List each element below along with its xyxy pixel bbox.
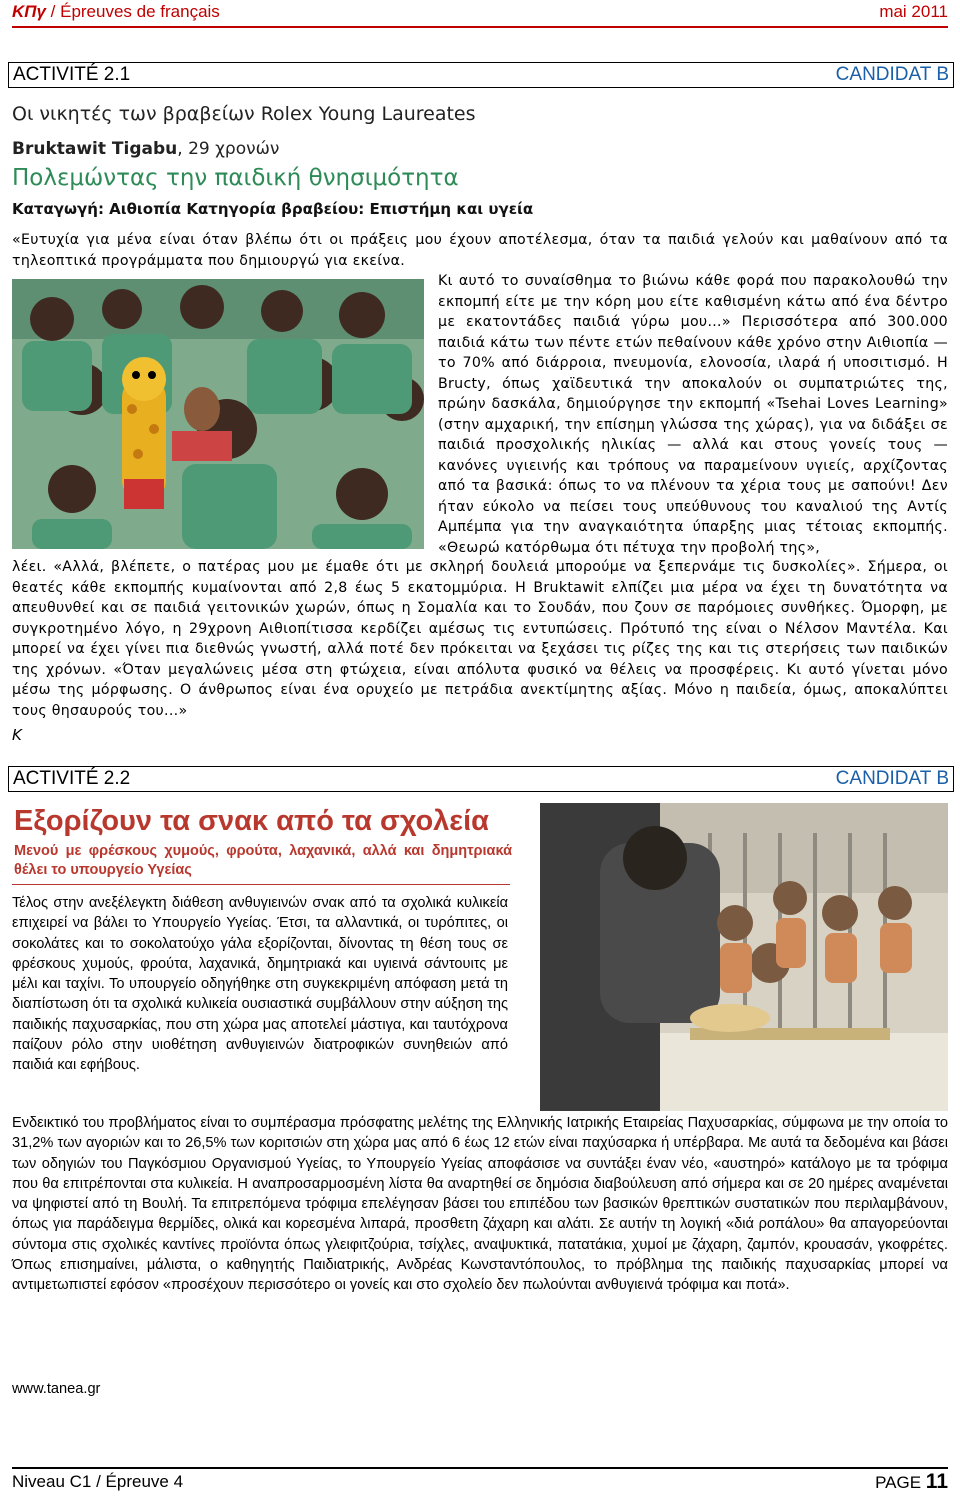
article-1-category: Καταγωγή: Αιθιοπία Κατηγορία βραβείου: Επιστήμη και υγεία xyxy=(12,200,534,218)
children-with-puppet-photo xyxy=(12,279,424,549)
activity-2-bar xyxy=(8,766,954,792)
activity-1-candidate: CANDIDAT B xyxy=(835,64,949,85)
activity-2-label: ACTIVITÉ 2.2 xyxy=(13,768,131,789)
activity-1-bar xyxy=(8,62,954,88)
footer-page-number: 11 xyxy=(925,1470,948,1493)
laureate-name xyxy=(12,139,279,159)
page-footer xyxy=(12,1467,948,1493)
header-date: mai 2011 xyxy=(879,2,948,21)
school-canteen-photo xyxy=(540,803,948,1111)
footer-level: Niveau C1 / Épreuve 4 xyxy=(12,1472,184,1491)
article-1-signature: Κ xyxy=(12,726,22,744)
article-2-subtitle: Μενού με φρέσκους χυμούς, φρούτα, λαχανικά, αλλά και δημητριακά θέλει το υπουργείο Υγείας xyxy=(14,843,512,878)
footer-page-label: PAGE xyxy=(875,1473,922,1492)
activity-1-label: ACTIVITÉ 2.1 xyxy=(13,64,131,85)
article-2-paragraph-1: Τέλος στην ανεξέλεγκτη διάθεση ανθυγιεινών σνακ από τα σχολικά κυλικεία επιχειρεί να βάλει το Υπουργείο Υγείας. Έτσι, τα αλλαντικά, οι τυρόπιτες, οι σοκολάτες και το σοκολατούχο γάλα εξορίζονται, δίνοντας τη θέση τους σε φρέσκους χυμούς, φρούτα, λαχανικά, δημητριακά και υγιεινά σάντουιτς με μέλι και ταχίνι. Το υπουργείο οδηγήθηκε στη συγκεκριμένη απόφαση μετά τη διαπίστωση ότι τα σχολικά κυλικεία ουσιαστικά συμβάλλουν στην αύξηση της παιδικής παχυσαρκίας, που στη χώρα μας αποτελεί μάστιγα, και ταυτόχρονα παίζουν ρόλο στην υιοθέτηση ανθυγιεινών διατροφικών συνηθειών από παιδιά και εφήβους. xyxy=(12,895,508,1074)
page-header xyxy=(12,0,948,28)
article-2-paragraph-2: Ενδεικτικό του προβλήματος είναι το συμπέρασμα πρόσφατης μελέτης της Ελληνικής Ιατρικής Εταιρείας Παχυσαρκίας, σύμφωνα με την οποία το 31,2% των αγοριών και το 26,5% των κοριτσιών στη χώρα μας από 6 έως 12 ετών είναι παχύσαρκα ή υπέρβαρα. Με αυτά τα δεδομένα και βάσει των οδηγιών του Παγκόσμιου Οργανισμού Υγείας, το Υπουργείο Υγείας αποφάσισε να συντάξει έναν νέο, «αυστηρό» κατάλογο με τα τρόφιμα που θα επιτρέπονται στα κυλικεία. Η αναπροσαρμοσμένη λίστα θα αναρτηθεί σε δημόσια διαβούλευση από σήμερα και σε 20 ημέρες αναμένεται να ψηφιστεί από τη Βουλή. Τα επιτρεπόμενα τρόφιμα επελέγησαν βάσει του επιπέδου των βασικών θρεπτικών συστατικών που περιλαμβάνουν, όπως για παράδειγμα θερμίδες, ολικά και κορεσμένα λιπαρά, προσθετη ζάχαρη και αλάτι. Σε αυτήν τη λογική «διά ροπάλου» θα απαγορεύονται σύντομα στις σχολικές καντίνες προϊόντα όπως γλειφιτζούρια, τσίχλες, αναψυκτικά, πατατάκια, χυμοί με ζάχαρη, ζαμπόν, κρουασάν, γκοφρέτες. Όπως επισημαίνει, μάλιστα, ο καθηγητής Παιδιατρικής, Ανδρέας Κωνσταντόπουλος, το πρόβλημα της παιδικής παχυσαρκίας μπορεί να αντιμετωπιστεί εφόσον «προσέχουν περισσότερο οι γονείς και στο σχολείο δεν πωλούνται ανθυγιεινά τρόφιμα και ποτά». xyxy=(12,1115,948,1294)
header-brand: ΚΠγ xyxy=(12,2,46,21)
article-1-title: Οι νικητές των βραβείων Rolex Young Laureates xyxy=(12,103,476,125)
article-1-paragraph-3: λέει. «Αλλά, βλέπετε, ο πατέρας μου με έμαθε ότι με σκληρή δουλειά μπορούμε να ξεπερνάμε τις δυσκολίες». Σήμερα, οι θεατές κάθε εκπομπής κυμαίνονται από 2,8 έως 5 εκατομμύρια. Η Bruktawit ελπίζει μια μέρα να έχει τη δυνατότητα να απευθυνθεί και σε παιδιά γειτονικών χωρών, όπως η Σομαλία και το Σουδάν, που ζουν σε παρόμοιες συνθήκες. Όμορφη, με συγκροτημένο λόγο, η 29χρονη Αιθιοπίτισσα κερδίζει αμέσως τις εντυπώσεις. Πρότυπό της είναι ο Νέλσον Μαντέλα. Και μπορεί να έχει γίνει πια διεθνώς γνωστή, αλλά ποτέ δεν πρόκειται να ξεχάσει τις ρίζες της και τις στερήσεις των παιδικών της χρόνων. «Όταν μεγαλώνεις μέσα στη φτώχεια, είναι απόλυτα φυσικό να θέλεις να προσφέρεις. Κι αυτό γίνεται μόνο μέσω της μόρφωσης. Ο άνθρωπος είναι ένα ορυχείο με πετράδια ανεκτίμητης αξίας. Μόνο η παιδεία, όμως, αποκαλύπτει τους θησαυρούς του...» xyxy=(12,559,948,719)
footer-page xyxy=(875,1469,948,1496)
article-1-paragraph-1: «Ευτυχία για μένα είναι όταν βλέπω ότι οι πράξεις μου έχουν αποτέλεσμα, όταν τα παιδιά γελούν και μαθαίνουν από τα τηλεοπτικά προγράμματα που δημιουργώ για εκείνα. xyxy=(12,232,948,269)
article-2-title: Εξορίζουν τα σνακ από τα σχολεία xyxy=(14,805,489,837)
laureate-age: , 29 χρονών xyxy=(177,139,280,159)
article-2-source: www.tanea.gr xyxy=(12,1381,101,1397)
article-1-paragraph-2: Κι αυτό το συναίσθημα το βιώνω κάθε φορά που παρακολουθώ την εκπομπή είτε με την κόρη μου είτε καθισμένη κάτω από ένα δέντρο με εκατοντάδες παιδιά γύρω μου…» Περισσότερα από 300.000 παιδιά κάτω των πέντε ετών πεθαίνουν κάθε χρόνο στην Αιθιοπία — το 70% από διάρροια, πνευμονία, ελονοσία, ιλαρά ή υποσιτισμό. Η Bructy, όπως χαϊδευτικά την αποκαλούν οι συμπατριώτες της, πρώην δασκάλα, δημιούργησε την εκπομπή «Tsehai Loves Learning» (στην αμχαρική, την επίσημη γλώσσα της χώρας), για να διδάξει σε παιδιά προσχολικής ηλικίας — αλλά και στους γονείς τους — κανόνες υγιεινής και τρόπους να παραμείνουν υγιείς, αρχίζοντας από τα βασικά: όπως το να πλένουν τα χέρια τους με σαπούνι! Δεν ήταν εύκολο να πείσει τους υπεύθυνους του καναλιού της Αντίς Αμπέμπα για την αναγκαιότητα ύπαρξης μιας τέτοιας εκπομπής. «Θεωρώ κατόρθωμα ότι πέτυχα την προβολή της», xyxy=(438,273,948,556)
article-2-title-rule xyxy=(12,884,510,885)
activity-2-candidate: CANDIDAT B xyxy=(835,768,949,789)
article-1-headline: Πολεμώντας την παιδική θνησιμότητα xyxy=(12,165,459,191)
laureate-name-bold: Bruktawit Tigabu xyxy=(12,139,178,159)
header-exam: / Épreuves de français xyxy=(45,2,220,21)
